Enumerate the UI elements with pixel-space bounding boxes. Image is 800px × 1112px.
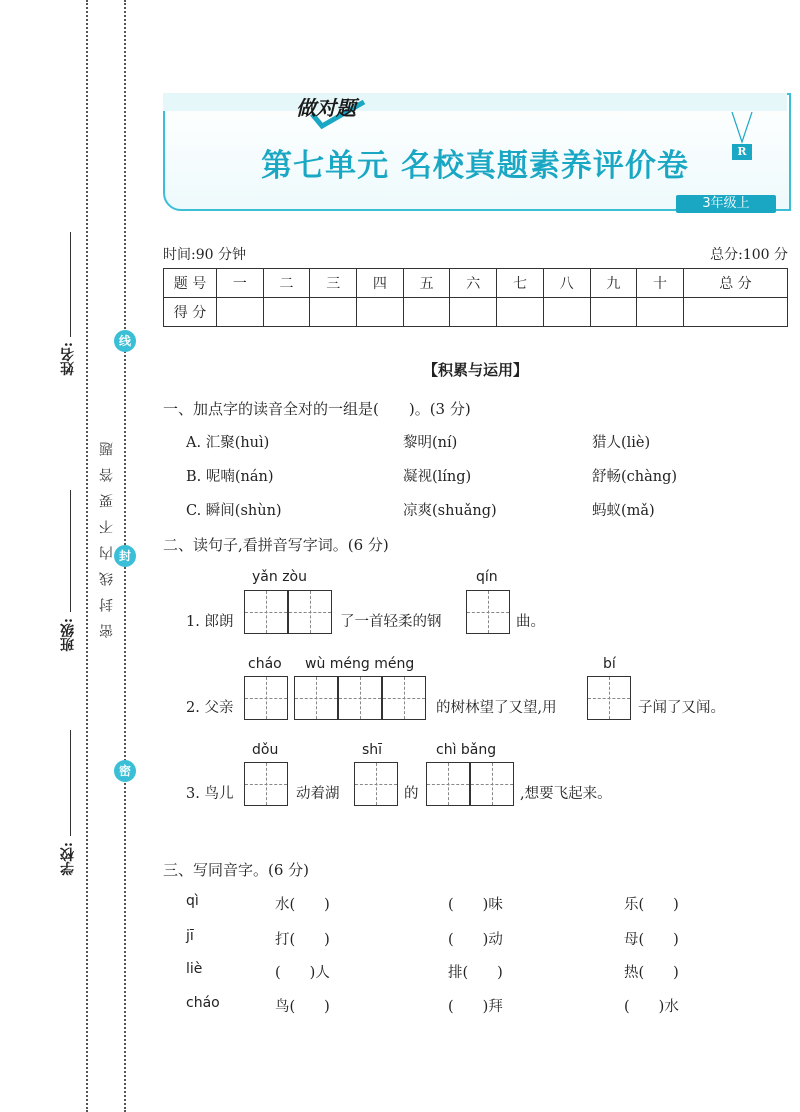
pinyin: qì bbox=[186, 893, 199, 909]
table-cell: 九 bbox=[590, 269, 637, 298]
page-title: 第七单元 名校真题素养评价卷 bbox=[261, 148, 689, 184]
seal-secret: 密 bbox=[114, 760, 136, 782]
score-cell[interactable] bbox=[543, 298, 590, 327]
blank-item[interactable]: 乐( ) bbox=[624, 897, 679, 913]
writing-box[interactable] bbox=[288, 590, 332, 634]
sentence-text: 动着湖 bbox=[296, 786, 340, 802]
sentence-text: 了一首轻柔的钢 bbox=[340, 614, 442, 630]
table-cell: 七 bbox=[497, 269, 544, 298]
seal-line: 线 bbox=[114, 330, 136, 352]
pinyin: dǒu bbox=[252, 742, 279, 758]
question-1: 一、加点字的读音全对的一组是( )。(3 分) bbox=[163, 400, 471, 418]
blank-item[interactable]: ( )水 bbox=[624, 999, 679, 1015]
table-cell: 题 号 bbox=[164, 269, 217, 298]
pinyin: cháo bbox=[186, 995, 220, 1011]
table-cell: 得 分 bbox=[164, 298, 217, 327]
blank-item[interactable]: ( )味 bbox=[448, 897, 503, 913]
score-cell[interactable] bbox=[403, 298, 450, 327]
sentence-text: 曲。 bbox=[516, 614, 545, 630]
table-cell: 十 bbox=[637, 269, 684, 298]
pinyin: yǎn zòu bbox=[252, 569, 307, 585]
score-cell[interactable] bbox=[637, 298, 684, 327]
option-b-1: B. 呢喃(nán) bbox=[186, 469, 274, 485]
pinyin: chì bǎng bbox=[436, 742, 497, 758]
score-cell[interactable] bbox=[217, 298, 264, 327]
pinyin: bí bbox=[603, 656, 616, 672]
seal-seal: 封 bbox=[114, 545, 136, 567]
name-field[interactable] bbox=[70, 232, 71, 337]
writing-box[interactable] bbox=[294, 676, 338, 720]
question-3: 三、写同音字。(6 分) bbox=[163, 861, 310, 879]
table-cell: 二 bbox=[263, 269, 310, 298]
pinyin: shī bbox=[362, 742, 383, 758]
pinyin: liè bbox=[186, 961, 203, 977]
blank-item[interactable]: 母( ) bbox=[624, 932, 679, 948]
edition-badge: R bbox=[732, 144, 752, 160]
writing-box[interactable] bbox=[244, 676, 288, 720]
score-table bbox=[163, 268, 788, 327]
option-c-3: 蚂蚁(mǎ) bbox=[592, 503, 655, 519]
sentence-text: ,想要飞起来。 bbox=[520, 786, 612, 802]
table-row-header bbox=[164, 269, 788, 298]
tag-string-icon bbox=[728, 112, 756, 146]
option-a-2: 黎明(ní) bbox=[403, 435, 458, 451]
writing-box[interactable] bbox=[466, 590, 510, 634]
score-cell[interactable] bbox=[590, 298, 637, 327]
writing-box[interactable] bbox=[382, 676, 426, 720]
blank-item[interactable]: 打( ) bbox=[275, 932, 330, 948]
blank-item[interactable]: ( )拜 bbox=[448, 999, 503, 1015]
pinyin: cháo bbox=[248, 656, 282, 672]
sentence-text: 2. 父亲 bbox=[186, 700, 234, 716]
option-b-3: 舒畅(chàng) bbox=[592, 469, 678, 485]
pinyin: qín bbox=[476, 569, 498, 585]
writing-box[interactable] bbox=[354, 762, 398, 806]
table-cell: 五 bbox=[403, 269, 450, 298]
blank-item[interactable]: 排( ) bbox=[448, 965, 503, 981]
sentence-text: 的树林望了又望,用 bbox=[436, 700, 557, 716]
option-a-3: 猎人(liè) bbox=[592, 435, 651, 451]
sentence-text: 1. 郎朗 bbox=[186, 614, 234, 630]
writing-box[interactable] bbox=[244, 762, 288, 806]
score-cell[interactable] bbox=[450, 298, 497, 327]
table-cell: 四 bbox=[357, 269, 404, 298]
writing-box[interactable] bbox=[244, 590, 288, 634]
sentence-text: 子闻了又闻。 bbox=[638, 700, 725, 716]
blank-item[interactable]: 热( ) bbox=[624, 965, 679, 981]
pinyin: wù méng méng bbox=[305, 656, 415, 672]
school-label: 学校: bbox=[60, 842, 76, 876]
table-cell: 一 bbox=[217, 269, 264, 298]
score-cell[interactable] bbox=[263, 298, 310, 327]
sentence-text: 的 bbox=[404, 786, 419, 802]
class-label: 班级: bbox=[60, 618, 76, 652]
blank-item[interactable]: ( )人 bbox=[275, 965, 330, 981]
pinyin: jī bbox=[186, 928, 194, 944]
binding-warning: 密封线内不要答题 bbox=[99, 430, 115, 638]
school-field[interactable] bbox=[70, 730, 71, 836]
writing-box[interactable] bbox=[426, 762, 470, 806]
table-cell: 总 分 bbox=[683, 269, 787, 298]
table-cell: 八 bbox=[543, 269, 590, 298]
header-banner-top bbox=[163, 93, 787, 111]
brand-logo: 做对题 bbox=[296, 96, 356, 120]
grade-tag: 3年级上 bbox=[676, 195, 776, 213]
blank-item[interactable]: 鸟( ) bbox=[275, 999, 330, 1015]
class-field[interactable] bbox=[70, 490, 71, 612]
writing-box[interactable] bbox=[470, 762, 514, 806]
score-cell[interactable] bbox=[497, 298, 544, 327]
binding-dotted-line bbox=[86, 0, 88, 1112]
sentence-text: 3. 鸟儿 bbox=[186, 786, 234, 802]
section-heading: 【积累与运用】 bbox=[422, 361, 528, 379]
score-cell[interactable] bbox=[683, 298, 787, 327]
blank-item[interactable]: ( )动 bbox=[448, 932, 503, 948]
option-b-2: 凝视(líng) bbox=[403, 469, 472, 485]
option-a-1: A. 汇聚(huì) bbox=[186, 435, 270, 451]
name-label: 姓名: bbox=[60, 342, 76, 376]
table-row-score bbox=[164, 298, 788, 327]
option-c-2: 凉爽(shuǎng) bbox=[403, 503, 497, 519]
score-cell[interactable] bbox=[357, 298, 404, 327]
table-cell: 六 bbox=[450, 269, 497, 298]
question-2: 二、读句子,看拼音写字词。(6 分) bbox=[163, 536, 389, 554]
time-info: 时间:90 分钟 bbox=[163, 247, 246, 263]
score-cell[interactable] bbox=[310, 298, 357, 327]
writing-box[interactable] bbox=[587, 676, 631, 720]
total-score-info: 总分:100 分 bbox=[710, 247, 788, 263]
blank-item[interactable]: 水( ) bbox=[275, 897, 330, 913]
option-c-1: C. 瞬间(shùn) bbox=[186, 503, 282, 519]
writing-box[interactable] bbox=[338, 676, 382, 720]
table-cell: 三 bbox=[310, 269, 357, 298]
